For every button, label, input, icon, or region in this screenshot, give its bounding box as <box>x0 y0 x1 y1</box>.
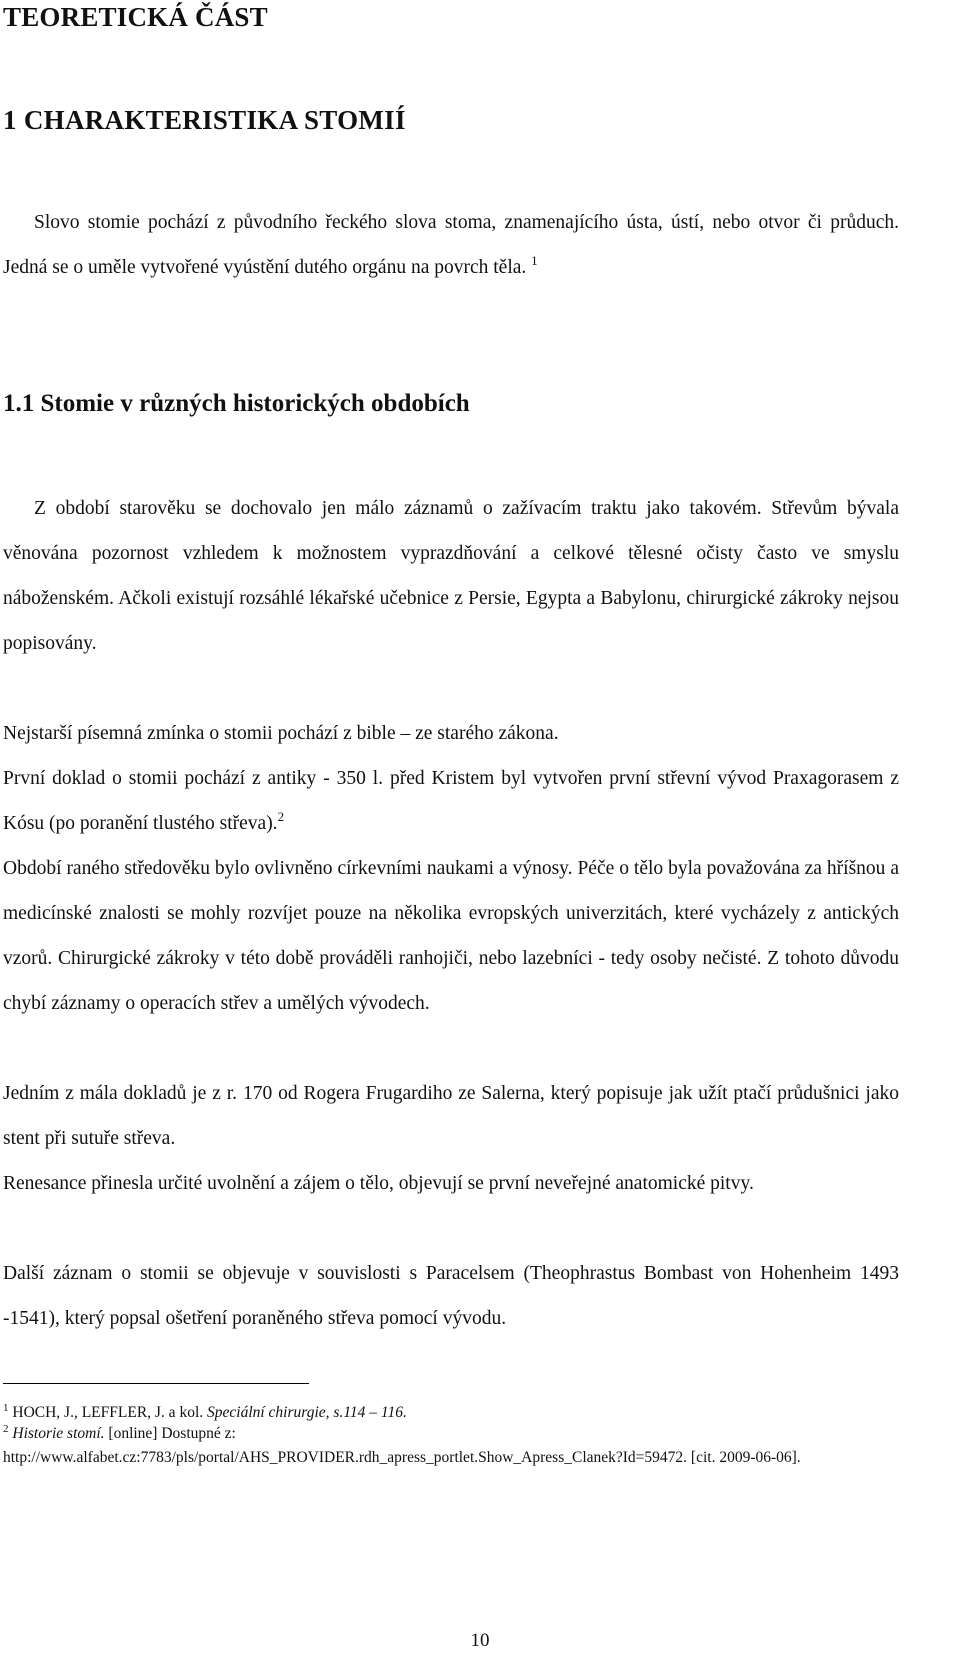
paragraph-antiquity: Z období starověku se dochovalo jen málo záznamů o zažívacím traktu jako takovém. Střevům bývala věnována pozornost vzhledem k možnostem vyprazdňování a celkové tělesné očisty často ve smyslu náboženském. Ačkoli existují rozsáhlé lékařské učebnice z Persie, Egypta a Babylonu, chirurgické zákroky nejsou popisovány. <box>3 498 899 654</box>
footnote-1-number: 1 <box>3 1402 9 1414</box>
paragraph-renaissance: Renesance přinesla určité uvolnění a zájem o tělo, objevují se první neveřejné anatomické pitvy. <box>3 1173 754 1194</box>
paragraph-bible: Nejstarší písemná zmínka o stomii pochází z bible – ze starého zákona. <box>3 723 559 744</box>
part-heading: TEORETICKÁ ČÁST <box>3 2 268 32</box>
footnote-1-authors: HOCH, J., LEFFLER, J. a kol. <box>12 1404 207 1421</box>
intro-paragraph <box>3 200 899 290</box>
intro-text: Slovo stomie pochází z původního řeckého slova stoma, znamenajícího ústa, ústí, nebo otvor či průduch. Jedná se o uměle vytvořené vyústění dutého orgánu na povrch těla. <box>3 212 899 278</box>
footnote-ref-2: 2 <box>277 809 285 824</box>
footnote-2-url[interactable]: http://www.alfabet.cz:7783/pls/portal/AHS_PROVIDER.rdh_apress_portlet.Show_Apress_Clanek?Id=59472. [cit. 2009-06-06]. <box>3 1449 801 1466</box>
section-heading: 1.1 Stomie v různých historických obdobích <box>3 390 470 417</box>
footnote-1 <box>3 1403 903 1423</box>
paragraph-antika <box>3 756 899 846</box>
paragraph-paracelsus: Další záznam o stomii se objevuje v souvislosti s Paracelsem (Theophrastus Bombast von Hohenheim 1493 -1541), který popsal ošetření poraněného střeva pomocí vývodu. <box>3 1263 899 1329</box>
chapter-heading: 1 CHARAKTERISTIKA STOMIÍ <box>3 105 406 135</box>
footnote-ref-1: 1 <box>531 253 538 268</box>
paragraph-frugardi: Jedním z mála dokladů je z r. 170 od Rogera Frugardiho ze Salerna, který popisuje jak užít ptačí průdušnici jako stent při sutuře střeva. <box>3 1083 899 1149</box>
footnote-2-number: 2 <box>3 1423 9 1435</box>
footnote-1-title: Speciální chirurgie, s.114 – 116. <box>207 1404 407 1421</box>
page-number: 10 <box>470 1630 490 1651</box>
footnote-2-text: [online] Dostupné z: <box>104 1425 236 1442</box>
footnote-2-title: Historie stomí. <box>12 1425 105 1442</box>
antika-text: První doklad o stomii pochází z antiky - 350 l. před Kristem byl vytvořen první střevní vývod Praxagorasem z Kósu (po poranění tlustého střeva). <box>3 768 899 834</box>
paragraph-middle-ages: Období raného středověku bylo ovlivněno církevními naukami a výnosy. Péče o tělo byla považována za hříšnou a medicínské znalosti se mohly rozvíjet pouze na několika evropských univerzitách, které vycházely z antických vzorů. Chirurgické zákroky v této době prováděli ranhojiči, nebo lazebníci - tedy osoby nečisté. Z tohoto důvodu chybí záznamy o operacích střev a umělých vývodech. <box>3 858 899 1014</box>
footnote-divider <box>3 1383 309 1384</box>
footnote-2 <box>3 1424 903 1444</box>
